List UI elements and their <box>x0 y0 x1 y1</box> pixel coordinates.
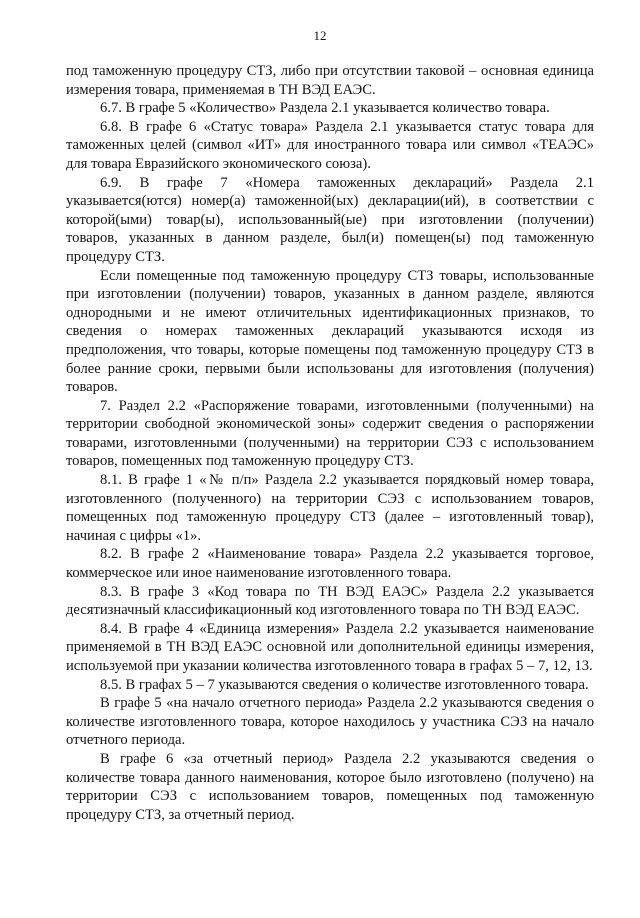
paragraph-6-7: 6.7. В графе 5 «Количество» Раздела 2.1 указывается количество товара. <box>100 100 550 117</box>
paragraph-continuation: под таможенную процедуру СТЗ, либо при отсутствии таковой – основная единица измерения товара, применяемая в ТН ВЭД ЕАЭС. <box>66 63 594 98</box>
paragraph-6-9-note: Если помещенные под таможенную процедуру СТЗ товары, использованные при изготовлении (получении) товаров, указанных в данном разделе, являются однородными и не имеют отличительных идентификационных признаков, то сведения о номерах таможенных деклараций указываются исходя из предположения, что товары, которые помещены под таможенную процедуру СТЗ в более ранние сроки, первыми были использованы для изготовления (получения) товаров. <box>66 267 594 396</box>
paragraph-8-5-column-5: В графе 5 «на начало отчетного периода» Раздела 2.2 указываются сведения о количестве изготовленного товара, которое находилось у участника СЭЗ на начало отчетного периода. <box>66 695 594 749</box>
document-body <box>66 62 594 824</box>
paragraph-8-4: 8.4. В графе 4 «Единица измерения» Раздела 2.2 указывается наименование применяемой в ТН ВЭД ЕАЭС основной или дополнительной единицы измерения, используемой при указании количества изготовленного товара в графах 5 – 7, 12, 13. <box>66 620 594 674</box>
paragraph-8-5-column-6: В графе 6 «за отчетный период» Раздела 2.2 указываются сведения о количестве товара данного наименования, которое было изготовлено (получено) на территории СЭЗ с использованием товаров, помещенных под таможенную процедуру СТЗ, за отчетный период. <box>66 750 594 823</box>
page-number: 12 <box>313 28 327 43</box>
paragraph-8-5: 8.5. В графах 5 – 7 указываются сведения о количестве изготовленного товара. <box>100 676 589 693</box>
paragraph-7: 7. Раздел 2.2 «Распоряжение товарами, изготовленными (полученными) на территории свободной экономической зоны» содержит сведения о распоряжении товарами, изготовленными (полученными) на территории СЭЗ с использованием товаров, помещенных под таможенную процедуру СТЗ. <box>66 397 594 470</box>
paragraph-8-1: 8.1. В графе 1 «№ п/п» Раздела 2.2 указывается порядковый номер товара, изготовленного (полученного) на территории СЭЗ с использованием товаров, помещенных под таможенную процедуру СТЗ (далее – изготовленный товар), начиная с цифры «1». <box>66 472 594 544</box>
paragraph-6-9: 6.9. В графе 7 «Номера таможенных деклараций» Раздела 2.1 указывается(ются) номер(а) таможенной(ых) декларации(ий), в соответствии с которой(ыми) товар(ы), использованный(ые) при изготовлении (получении) товаров, указанных в данном разделе, был(и) помещен(ы) под таможенную процедуру СТЗ. <box>66 174 594 265</box>
paragraph-8-3: 8.3. В графе 3 «Код товара по ТН ВЭД ЕАЭС» Раздела 2.2 указывается десятизначный классификационный код изготовленного товара по ТН ВЭД ЕАЭС. <box>66 583 594 619</box>
paragraph-6-8: 6.8. В графе 6 «Статус товара» Раздела 2.1 указывается статус товара для таможенных целей (символ «ИТ» для иностранного товара или символ «ТЕАЭС» для товара Евразийского экономического союза). <box>66 118 594 172</box>
paragraph-8-2: 8.2. В графе 2 «Наименование товара» Раздела 2.2 указывается торговое, коммерческое или иное наименование изготовленного товара. <box>66 546 594 582</box>
